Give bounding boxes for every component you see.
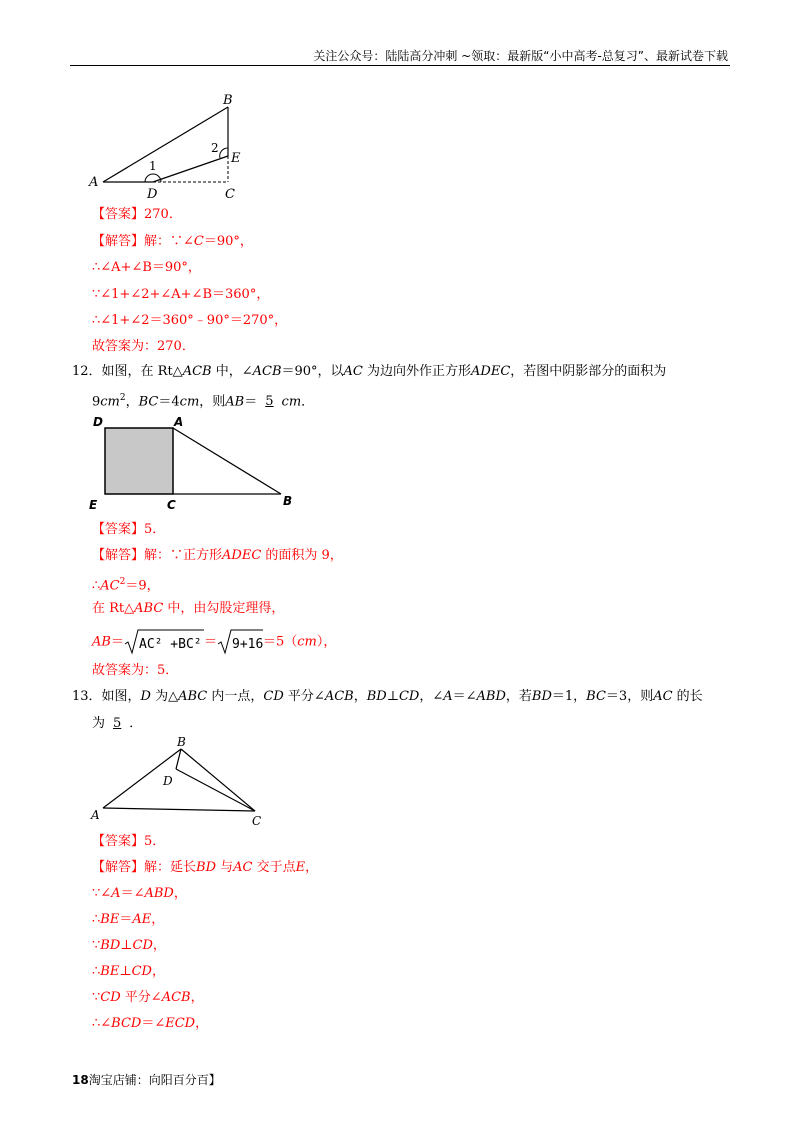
q13-answer-blank: 5 bbox=[113, 716, 122, 731]
q13-answer: 【答案】5． bbox=[92, 834, 166, 849]
q13-solution-line2: ∵∠A＝∠ABD， bbox=[92, 886, 187, 901]
label-b: B bbox=[177, 735, 186, 749]
label-e: E bbox=[231, 151, 241, 166]
label-d: D bbox=[147, 187, 158, 200]
label-c: C bbox=[167, 498, 176, 512]
q12-solution-line2: $\therefore AC^2=9$， bbox=[92, 577, 160, 594]
q12-solution-line4: AB＝ AC² +BC² ＝ 9+16 ＝5（cm）， bbox=[92, 628, 336, 658]
label-b: B bbox=[283, 494, 293, 508]
q13-solution-line4: ∵BD⊥CD， bbox=[92, 938, 166, 953]
footer-text: 淘宝店铺：向阳百分百】 bbox=[88, 1073, 221, 1087]
label-d: D bbox=[163, 774, 173, 788]
label-a: A bbox=[174, 415, 184, 429]
sqrt-symbol bbox=[217, 628, 263, 656]
figure-q12 bbox=[85, 410, 305, 515]
q12-solution-line1: 【解答】解：∵正方形ADEC 的面积为 9， bbox=[92, 548, 343, 563]
q13-solution-line5: ∴BE⊥CD， bbox=[92, 964, 165, 979]
figure-q11 bbox=[85, 90, 255, 200]
label-b: B bbox=[223, 93, 233, 108]
q13-question-line2: 为 5 ． bbox=[92, 716, 143, 731]
q12-solution-line3: 在 Rt△ABC 中，由勾股定理得， bbox=[92, 601, 285, 616]
q11-solution-line3: ∵∠1+∠2+∠A+∠B＝360°， bbox=[92, 287, 270, 302]
label-a: A bbox=[89, 175, 99, 190]
page-number: 18 bbox=[72, 1073, 89, 1087]
q11-solution-line5: 故答案为：270． bbox=[92, 339, 195, 354]
label-a: A bbox=[91, 808, 100, 822]
label-angle-2: 2 bbox=[211, 141, 219, 155]
q13-solution-line6: ∵CD 平分∠ACB， bbox=[92, 990, 204, 1005]
q13-solution-line7: ∴∠BCD＝∠ECD， bbox=[92, 1016, 209, 1031]
q11-solution-line1: 【解答】解：∵∠C＝90°， bbox=[92, 234, 253, 249]
page-header: 关注公众号：陆陆高分冲刺 ~领取：最新版“小中高考-总复习”、最新试卷下载 bbox=[313, 49, 728, 63]
figure-q13 bbox=[85, 735, 275, 830]
q13-solution-line3: ∴BE＝AE， bbox=[92, 912, 165, 927]
radicand-1: AC² +BC² bbox=[138, 637, 202, 652]
q12-question-line2: $9cm^2$，BC＝4cm，则AB＝ 5 cm． bbox=[92, 393, 315, 410]
q12-answer: 【答案】5． bbox=[92, 522, 166, 537]
q13-solution-line1: 【解答】解：延长BD 与AC 交于点E， bbox=[92, 860, 319, 875]
q12-question-line1: 12．如图，在 Rt△ACB 中，∠ACB＝90°，以AC 为边向外作正方形ADEC，若图中阴影部分的面积为 bbox=[72, 364, 667, 379]
label-d: D bbox=[93, 415, 103, 429]
q11-answer: 【答案】270． bbox=[92, 207, 182, 222]
radicand-2: 9+16 bbox=[231, 637, 263, 652]
q11-solution-line2: ∴∠A+∠B＝90°， bbox=[92, 260, 201, 275]
sqrt-symbol bbox=[124, 628, 204, 656]
q13-question-line1: 13．如图，D 为△ABC 内一点，CD 平分∠ACB，BD⊥CD，∠A＝∠ABD，若BD＝1，BC＝3，则AC 的长 bbox=[72, 689, 703, 704]
label-e: E bbox=[89, 498, 98, 512]
header-rule bbox=[70, 65, 730, 66]
q12-answer-blank: 5 bbox=[265, 394, 274, 410]
label-angle-1: 1 bbox=[149, 159, 157, 173]
q11-solution-line4: ∴∠1+∠2＝360°﹣90°＝270°， bbox=[92, 313, 288, 328]
page-footer bbox=[72, 1071, 221, 1088]
label-c: C bbox=[225, 187, 235, 200]
label-c: C bbox=[252, 814, 262, 828]
q12-solution-line5: 故答案为：5． bbox=[92, 663, 179, 678]
